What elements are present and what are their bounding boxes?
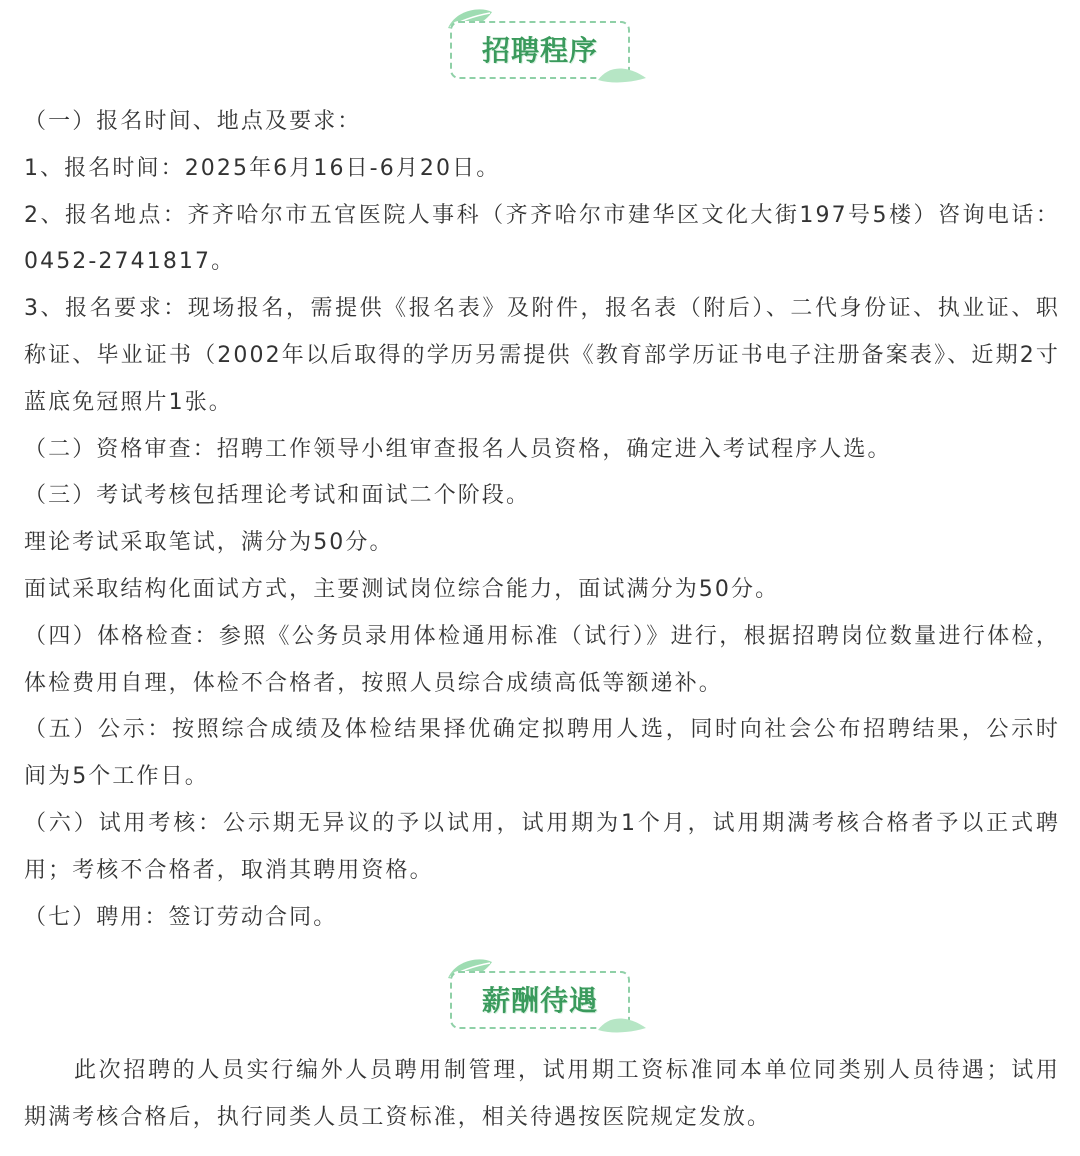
paragraph: 2、报名地点：齐齐哈尔市五官医院人事科（齐齐哈尔市建华区文化大街197号5楼）咨询电话：0452-2741817。 <box>24 202 1060 275</box>
paragraph: 3、报名要求：现场报名，需提供《报名表》及附件，报名表（附后）、二代身份证、执业证、职称证、毕业证书（2002年以后取得的学历另需提供《教育部学历证书电子注册备案表》、近期2寸蓝底免冠照片1张。 <box>24 296 1060 415</box>
salary-content <box>24 1048 1060 1142</box>
section-title: 薪酬待遇 <box>481 984 598 1017</box>
section-header-recruitment-procedure <box>0 0 1080 80</box>
paragraph: 面试采取结构化面试方式，主要测试岗位综合能力，面试满分为50分。 <box>24 576 780 602</box>
paragraph: 1、报名时间：2025年6月16日-6月20日。 <box>24 155 501 181</box>
recruitment-procedure-content <box>24 99 1060 941</box>
paragraph: （三）考试考核包括理论考试和面试二个阶段。 <box>24 483 531 509</box>
paragraph: （一）报名时间、地点及要求： <box>24 109 362 134</box>
section-header-salary <box>0 950 1080 1030</box>
paragraph: 理论考试采取笔试，满分为50分。 <box>24 530 394 556</box>
paragraph: （四）体格检查：参照《公务员录用体检通用标准（试行）》进行，根据招聘岗位数量进行体检，体检费用自理，体检不合格者，按照人员综合成绩高低等额递补。 <box>24 623 1060 696</box>
section-title: 招聘程序 <box>481 34 598 67</box>
paragraph: 此次招聘的人员实行编外人员聘用制管理，试用期工资标准同本单位同类别人员待遇；试用期满考核合格后，执行同类人员工资标准，相关待遇按医院规定发放。 <box>24 1058 1060 1130</box>
paragraph: （六）试用考核：公示期无异议的予以试用，试用期为1个月，试用期满考核合格者予以正式聘用；考核不合格者，取消其聘用资格。 <box>24 810 1060 883</box>
paragraph: （七）聘用：签订劳动合同。 <box>24 904 338 930</box>
paragraph: （二）资格审查：招聘工作领导小组审查报名人员资格，确定进入考试程序人选。 <box>24 436 892 462</box>
paragraph: （五）公示：按照综合成绩及体检结果择优确定拟聘用人选，同时向社会公布招聘结果，公示时间为5个工作日。 <box>24 717 1060 790</box>
